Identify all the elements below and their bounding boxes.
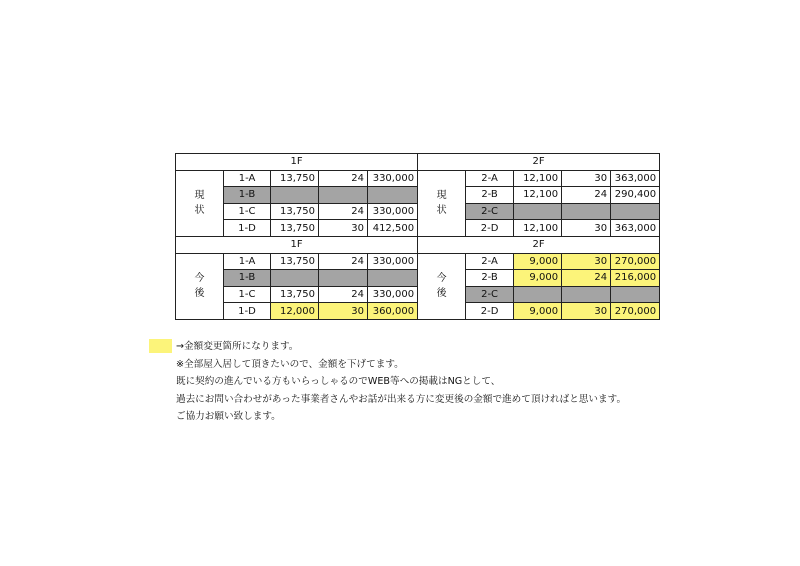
rent-price: 9,000 [514,270,562,287]
rent-price [514,286,562,303]
room-id: 2-B [466,270,514,287]
total-amount: 330,000 [368,203,418,220]
floor-header-row [176,154,660,171]
section-label [176,253,224,319]
rent-price: 13,750 [271,253,319,270]
room-id: 2-C [466,203,514,220]
contract-months: 24 [319,170,368,187]
contract-months [562,286,611,303]
floor-header: 1F [176,236,418,253]
contract-months: 30 [319,303,368,320]
contract-months: 30 [562,303,611,320]
room-id: 2-B [466,187,514,204]
room-id: 1-C [224,286,271,303]
room-id: 1-B [224,270,271,287]
total-amount: 216,000 [611,270,660,287]
contract-months: 24 [562,187,611,204]
section-label [418,170,466,236]
total-amount [368,270,418,287]
table-body [176,154,660,320]
contract-months: 24 [562,270,611,287]
section-label-text: 今 後 [436,273,447,300]
room-id: 2-C [466,286,514,303]
note-line: →金額変更箇所になります。 [176,341,299,352]
rent-price: 12,000 [271,303,319,320]
contract-months: 30 [562,220,611,237]
section-label [176,170,224,236]
rent-price [271,270,319,287]
total-amount: 330,000 [368,253,418,270]
rent-price [514,203,562,220]
table-row [176,170,660,187]
section-label-text: 現 状 [194,190,205,217]
floor-header: 1F [176,154,418,171]
rent-price: 13,750 [271,170,319,187]
contract-months [319,270,368,287]
room-id: 1-B [224,187,271,204]
total-amount: 330,000 [368,286,418,303]
section-label-text: 現 状 [436,190,447,217]
total-amount [368,187,418,204]
total-amount: 270,000 [611,253,660,270]
contract-months: 24 [319,203,368,220]
rent-price: 12,100 [514,220,562,237]
note-line: ※全部屋入居して頂きたいので、金額を下げてます。 [176,358,404,370]
total-amount: 363,000 [611,220,660,237]
room-id: 1-D [224,220,271,237]
rent-price: 12,100 [514,187,562,204]
total-amount: 412,500 [368,220,418,237]
rent-price: 13,750 [271,286,319,303]
rent-price: 13,750 [271,220,319,237]
note-line: 既に契約の進んでいる方もいらっしゃるのでWEB等への掲載はNGとして、 [176,376,501,388]
contract-months [562,203,611,220]
room-id: 1-D [224,303,271,320]
total-amount [611,203,660,220]
floor-header: 2F [418,236,660,253]
contract-months: 30 [562,253,611,270]
room-id: 2-D [466,303,514,320]
rent-price: 9,000 [514,253,562,270]
room-id: 1-A [224,170,271,187]
total-amount: 330,000 [368,170,418,187]
total-amount [611,286,660,303]
contract-months [319,187,368,204]
contract-months: 30 [562,170,611,187]
changed-legend-swatch [149,339,172,353]
section-label [418,253,466,319]
total-amount: 270,000 [611,303,660,320]
rent-price: 12,100 [514,170,562,187]
contract-months: 24 [319,286,368,303]
contract-months: 30 [319,220,368,237]
rent-price: 13,750 [271,203,319,220]
rent-comparison-table [175,153,660,320]
total-amount: 360,000 [368,303,418,320]
room-id: 2-A [466,170,514,187]
room-id: 1-C [224,203,271,220]
note-line: 過去にお問い合わせがあった事業者さんやお話が出来る方に変更後の金額で進めて頂ければと思います。 [176,393,627,405]
table-row [176,253,660,270]
total-amount: 290,400 [611,187,660,204]
room-id: 2-A [466,253,514,270]
room-id: 2-D [466,220,514,237]
section-label-text: 今 後 [194,273,205,300]
floor-header: 2F [418,154,660,171]
total-amount: 363,000 [611,170,660,187]
rent-price: 9,000 [514,303,562,320]
contract-months: 24 [319,253,368,270]
rent-price [271,187,319,204]
room-id: 1-A [224,253,271,270]
floor-header-row [176,236,660,253]
notes-block [176,338,626,426]
note-line: ご協力お願い致します。 [176,411,281,423]
